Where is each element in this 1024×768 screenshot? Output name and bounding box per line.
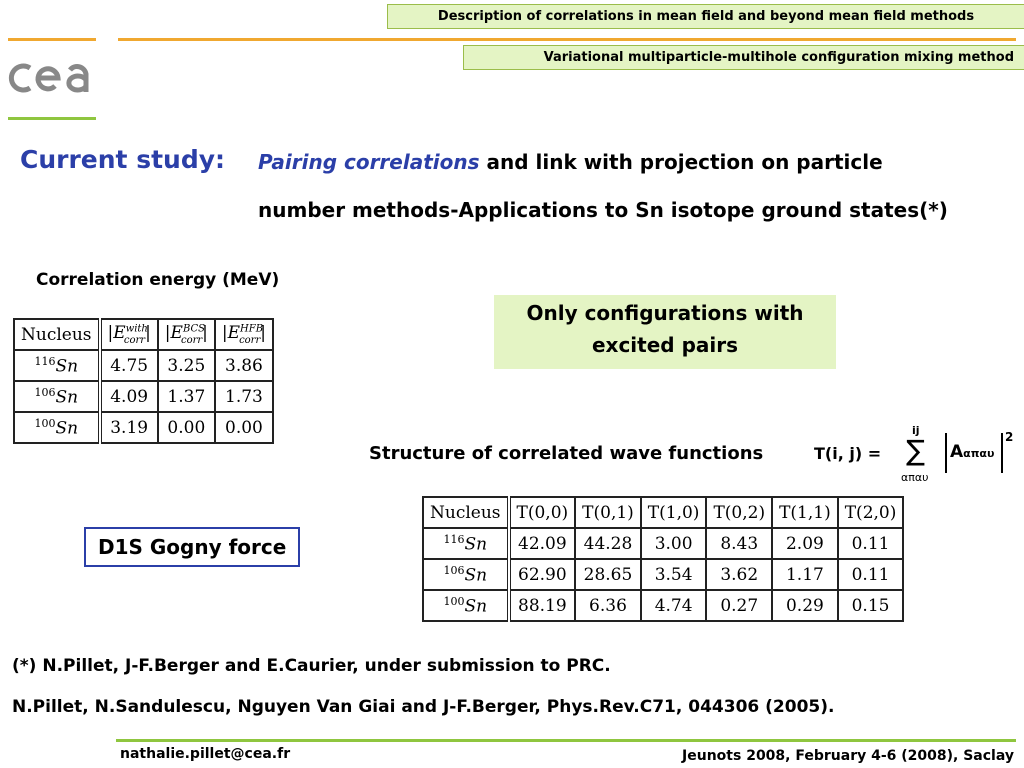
table-row: [14, 381, 273, 412]
footer-event: Jeunots 2008, February 4-6 (2008), Saclay: [682, 748, 1014, 764]
col-ecorr-with: $|E^{with}_{corr}|$: [100, 319, 158, 350]
structure-label: Structure of correlated wave functions: [369, 443, 764, 464]
value-cell: 3.19: [100, 412, 158, 443]
footer-rule: [116, 739, 1016, 742]
table-row: [14, 350, 273, 381]
sum-upper: ij: [912, 424, 920, 437]
value-cell: 0.29: [772, 590, 838, 621]
table-row: [423, 528, 903, 559]
study-line-1-rest: and link with projection on particle: [479, 150, 883, 174]
nucleus-cell: $^{116}$Sn: [423, 528, 509, 559]
value-cell: 4.74: [641, 590, 707, 621]
sum-symbol: ∑: [906, 434, 925, 467]
force-box: D1S Gogny force: [84, 527, 300, 567]
nucleus-cell: $^{106}$Sn: [14, 381, 100, 412]
nucleus-cell: $^{116}$Sn: [14, 350, 100, 381]
value-cell: 28.65: [575, 559, 641, 590]
value-cell: 3.25: [158, 350, 215, 381]
value-cell: 6.36: [575, 590, 641, 621]
value-cell: 3.86: [215, 350, 273, 381]
value-cell: 1.73: [215, 381, 273, 412]
study-line-2: number methods-Applications to Sn isotope ground states(*): [258, 198, 948, 222]
cea-logo: [8, 52, 98, 102]
value-cell: 0.00: [158, 412, 215, 443]
table-row: [423, 590, 903, 621]
header-rule-left: [8, 38, 96, 41]
value-cell: 4.09: [100, 381, 158, 412]
abs-bar-left: [945, 433, 947, 473]
col-ecorr-bcs: $|E^{BCS}_{corr}|$: [158, 319, 215, 350]
value-cell: 0.11: [838, 559, 904, 590]
logo-rule: [8, 117, 96, 120]
nucleus-cell: $^{106}$Sn: [423, 559, 509, 590]
table-header-row: [423, 497, 903, 528]
formula-lhs: T(i, j) =: [814, 444, 882, 463]
value-cell: 1.17: [772, 559, 838, 590]
table-header-row: [14, 319, 273, 350]
col-t00: T(0,0): [509, 497, 576, 528]
col-nucleus: Nucleus: [14, 319, 100, 350]
nucleus-cell: $^{100}$Sn: [423, 590, 509, 621]
only-box-line-2: excited pairs: [591, 333, 738, 357]
value-cell: 2.09: [772, 528, 838, 559]
col-t20: T(2,0): [838, 497, 904, 528]
study-heading: Current study:: [20, 145, 226, 174]
formula-term: Aαπαυ: [950, 442, 995, 462]
value-cell: 0.15: [838, 590, 904, 621]
only-box-line-1: Only configurations with: [526, 301, 804, 325]
correlation-title: Correlation energy (MeV): [36, 270, 280, 290]
value-cell: 8.43: [706, 528, 772, 559]
header-subtitle: Variational multiparticle-multihole configuration mixing method: [463, 45, 1024, 70]
value-cell: 3.54: [641, 559, 707, 590]
value-cell: 0.27: [706, 590, 772, 621]
abs-bar-right: [1001, 433, 1003, 473]
value-cell: 3.62: [706, 559, 772, 590]
value-cell: 0.11: [838, 528, 904, 559]
value-cell: 62.90: [509, 559, 576, 590]
footer-email: nathalie.pillet@cea.fr: [120, 746, 291, 762]
nucleus-cell: $^{100}$Sn: [14, 412, 100, 443]
value-cell: 42.09: [509, 528, 576, 559]
header-title: Description of correlations in mean field and beyond mean field methods: [387, 4, 1024, 29]
value-cell: 4.75: [100, 350, 158, 381]
reference-2: N.Pillet, N.Sandulescu, Nguyen Van Giai and J-F.Berger, Phys.Rev.C71, 044306 (2005).: [12, 697, 835, 717]
col-t02: T(0,2): [706, 497, 772, 528]
value-cell: 44.28: [575, 528, 641, 559]
col-t01: T(0,1): [575, 497, 641, 528]
value-cell: 0.00: [215, 412, 273, 443]
sum-lower: απαυ: [901, 471, 929, 484]
study-line-1: [258, 150, 883, 174]
col-t11: T(1,1): [772, 497, 838, 528]
value-cell: 1.37: [158, 381, 215, 412]
structure-table: [422, 496, 904, 622]
col-t10: T(1,0): [641, 497, 707, 528]
formula-power: 2: [1005, 430, 1014, 444]
col-nucleus: Nucleus: [423, 497, 509, 528]
correlation-table: [13, 318, 274, 444]
only-configurations-box: [494, 295, 836, 369]
reference-1: (*) N.Pillet, J-F.Berger and E.Caurier, under submission to PRC.: [12, 656, 611, 676]
table-row: [14, 412, 273, 443]
study-topic: Pairing correlations: [258, 150, 480, 174]
value-cell: 3.00: [641, 528, 707, 559]
header-rule: [118, 38, 1016, 41]
table-row: [423, 559, 903, 590]
col-ecorr-hfb: $|E^{HFB}_{corr}|$: [215, 319, 273, 350]
value-cell: 88.19: [509, 590, 576, 621]
